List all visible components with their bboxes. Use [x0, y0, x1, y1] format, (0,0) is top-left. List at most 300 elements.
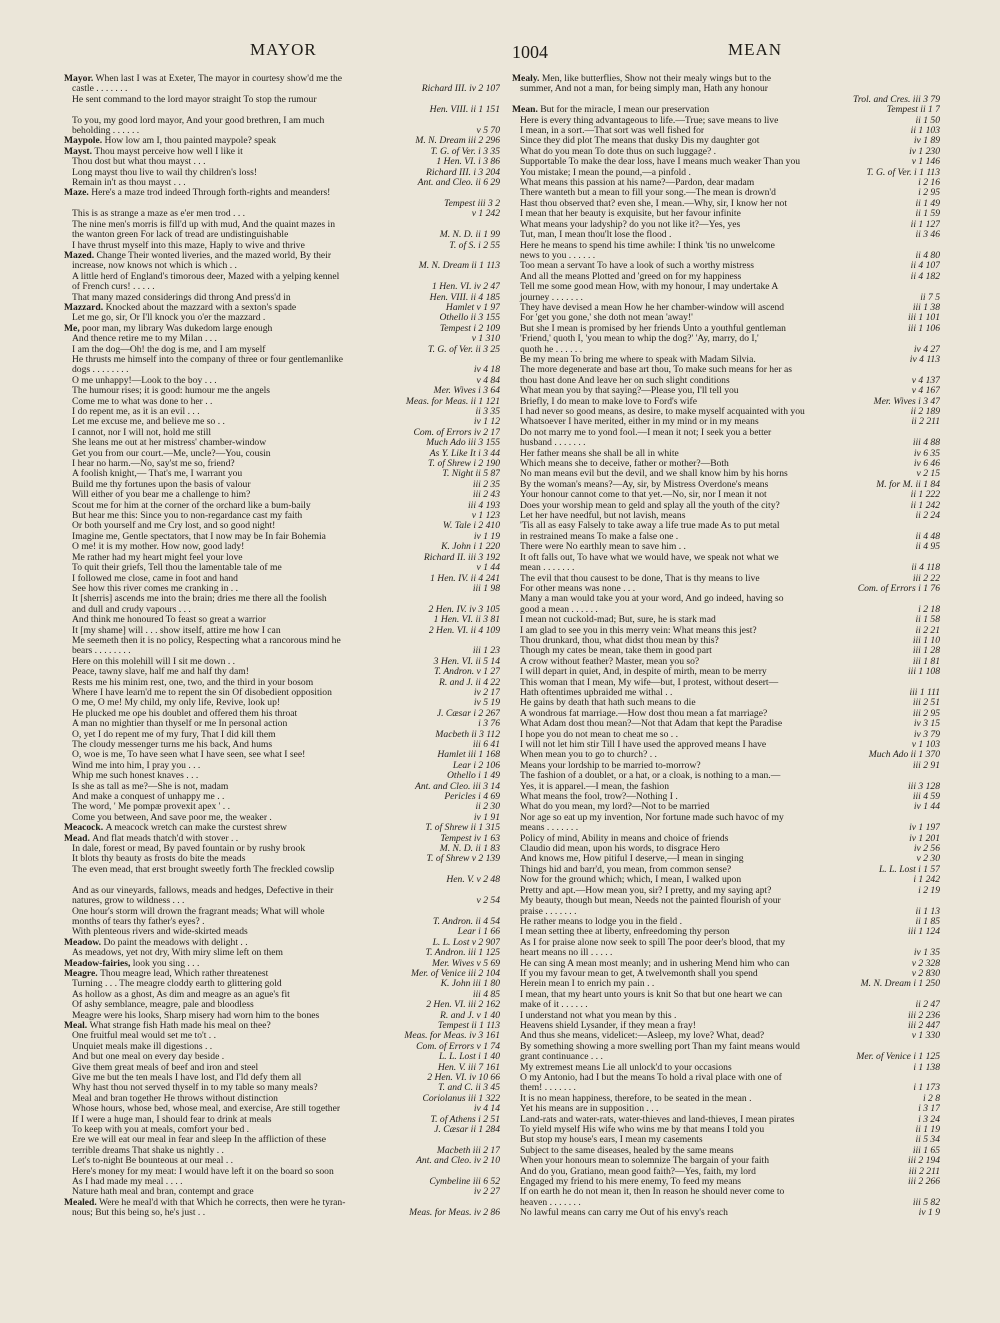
- quotation-text: Subject to the same diseases, healed by the same means: [520, 1145, 734, 1156]
- play-reference: iv 1 230: [903, 147, 940, 157]
- play-reference: iii 2 51: [907, 698, 940, 708]
- play-reference: T. G. of Ver. ii 3 25: [422, 345, 500, 355]
- play-reference: 2 Hen. VI. iv 10 66: [421, 1073, 500, 1083]
- quotation-text: But stop my house's ears, I mean my casements: [520, 1135, 703, 1146]
- play-reference: v 1 103: [906, 740, 940, 750]
- quotation-text: It [my shame] will . . . show itself, attire me how I can: [72, 625, 281, 636]
- quotation-text: in restrained means To make a false one .: [520, 531, 679, 542]
- play-reference: Lear i 2 106: [447, 761, 500, 771]
- play-reference: Lear i 1 66: [452, 927, 500, 937]
- quotation-line: [512, 938, 940, 948]
- quotation-text: Policy of mind, Ability in means and choice of friends: [520, 833, 729, 844]
- quotation-line: [512, 1083, 940, 1093]
- quotation-line: [64, 1031, 500, 1041]
- play-reference: v 4 84: [471, 376, 500, 386]
- play-reference: Coriolanus iii 1 322: [416, 1094, 500, 1104]
- quotation-text: months of tears thy father's eyes? .: [72, 916, 205, 927]
- quotation-text: natures, grow to wildness . . .: [72, 896, 185, 907]
- play-reference: iii 2 211: [903, 1167, 940, 1177]
- quotation-line: [512, 428, 940, 438]
- quotation-text: look you sing . . .: [132, 958, 200, 969]
- play-reference: v 1 146: [906, 157, 940, 167]
- play-reference: Othello ii 3 155: [434, 313, 501, 323]
- quotation-line: [64, 501, 500, 511]
- play-reference: iv 2 17: [468, 688, 500, 698]
- quotation-line: [64, 594, 500, 604]
- play-reference: i 1 138: [907, 1063, 940, 1073]
- quotation-line: [512, 480, 940, 490]
- play-reference: Macbeth ii 3 112: [429, 730, 500, 740]
- quotation-line: [512, 1094, 940, 1104]
- concordance-entry: [64, 74, 500, 136]
- quotation-line: [64, 605, 500, 615]
- quotation-text: increase, now knows not which is which . .: [72, 261, 237, 272]
- quotation-line: [64, 438, 500, 448]
- quotation-text: castle . . . . . . .: [72, 84, 128, 95]
- quotation-line: [512, 563, 940, 573]
- quotation-text: What means this passion at his name?—Pardon, dear madam: [520, 178, 755, 189]
- quotation-text: nous; But this being so, he's just . .: [72, 1208, 206, 1219]
- headword: Meagre.: [64, 968, 98, 979]
- quotation-line: [512, 574, 940, 584]
- quotation-line: [64, 563, 500, 573]
- quotation-text: Thou drunkard, thou, what didst thou mean by this?: [520, 635, 719, 646]
- play-reference: Tempest ii 1 7: [881, 105, 940, 115]
- play-reference: Tempest iv 1 63: [434, 834, 500, 844]
- quotation-line: [512, 979, 940, 989]
- quotation-line: [512, 1135, 940, 1145]
- play-reference: Mer. of Venice iii 2 104: [405, 969, 500, 979]
- quotation-text: I mean not cuckold-mad; But, sure, he is stark mad: [520, 615, 716, 626]
- quotation-text: To keep with you at meals, comfort your bed .: [72, 1125, 250, 1136]
- quotation-line: [512, 1000, 940, 1010]
- quotation-text: It oft falls out, To have what we would have, we speak not what we: [520, 552, 779, 563]
- headword: Meal.: [64, 1020, 88, 1031]
- play-reference: iii 2 95: [907, 709, 940, 719]
- quotation-text: And all the means Plotted and 'greed on for my happiness: [520, 271, 742, 282]
- quotation-line: [512, 1177, 940, 1187]
- play-reference: T. of Athens i 2 51: [425, 1115, 500, 1125]
- header-left-headword: MAYOR: [250, 40, 317, 59]
- quotation-line: [64, 105, 500, 115]
- quotation-line: [512, 188, 940, 198]
- play-reference: M. N. D. ii 1 99: [434, 230, 500, 240]
- quotation-line: [64, 417, 500, 427]
- concordance-entry: [64, 959, 500, 969]
- quotation-text: Here's money for my meat: I would have left it on the board so soon: [72, 1166, 334, 1177]
- quotation-line: [512, 272, 940, 282]
- play-reference: iii 1 28: [907, 646, 940, 656]
- quotation-line: [64, 969, 500, 979]
- quotation-line: [512, 376, 940, 386]
- play-reference: iii 2 43: [467, 490, 500, 500]
- quotation-line: [64, 1021, 500, 1031]
- play-reference: ii 4 95: [909, 542, 940, 552]
- quotation-text: Thou dost but what thou mayst . . .: [72, 157, 206, 168]
- play-reference: Trol. and Cres. iii 3 79: [847, 95, 940, 105]
- play-reference: iii 2 194: [902, 1156, 940, 1166]
- play-reference: i 2 8: [917, 1094, 940, 1104]
- quotation-line: [64, 542, 500, 552]
- quotation-text: Imagine me, Gentle spectators, that I now may be In fair Bohemia: [72, 531, 326, 542]
- quotation-text: How low am I, thou painted maypole? speak: [104, 136, 277, 147]
- play-reference: Ant. and Cleo. ii 6 29: [412, 178, 500, 188]
- quotation-line: [512, 355, 940, 365]
- quotation-line: [512, 261, 940, 271]
- quotation-text: Supportable To make the dear loss, have I means much weaker Than you: [520, 157, 801, 168]
- play-reference: iv 1 197: [903, 823, 940, 833]
- play-reference: iv 6 35: [908, 449, 940, 459]
- quotation-line: [64, 1135, 500, 1145]
- quotation-line: [512, 948, 940, 958]
- quotation-line: [64, 688, 500, 698]
- quotation-line: [512, 521, 940, 531]
- quotation-text: Let me excuse me, and believe me so . .: [72, 417, 225, 428]
- quotation-line: [64, 157, 500, 167]
- quotation-line: [64, 376, 500, 386]
- play-reference: ii 1 19: [909, 1125, 940, 1135]
- quotation-text: Is she as tall as me?—She is not, madam: [72, 781, 229, 792]
- quotation-text: It [sherris] ascends me into the brain; dries me there all the foolish: [72, 594, 327, 605]
- headword: Mayor.: [64, 74, 94, 84]
- quotation-text: quoth he . . . . . .: [520, 344, 583, 355]
- concordance-entry: [64, 324, 500, 824]
- quotation-text: If I were a huge man, I should fear to drink at meals: [72, 1114, 272, 1125]
- quotation-text: As hollow as a ghost, As dim and meagre as an ague's fit: [72, 989, 290, 1000]
- play-reference: 1 Hen. VI. i 3 86: [430, 157, 500, 167]
- quotation-line: [64, 740, 500, 750]
- play-reference: ii 4 48: [909, 532, 940, 542]
- quotation-text: make of it . . . . . .: [520, 1000, 588, 1011]
- play-reference: Cymbeline iii 6 52: [423, 1177, 500, 1187]
- quotation-text: mean . . . . . . .: [520, 563, 575, 574]
- quotation-text: heaven . . . . . . .: [520, 1197, 581, 1208]
- quotation-text: And make a conquest of unhappy me . .: [72, 792, 225, 803]
- quotation-line: [64, 209, 500, 219]
- quotation-line: [64, 303, 500, 313]
- quotation-line: [64, 730, 500, 740]
- quotation-text: Nor age so eat up my invention, Nor fortune made such havoc of my: [520, 812, 784, 823]
- play-reference: M. N. D. ii 1 83: [434, 844, 500, 854]
- quotation-text: He thrusts me himself into the company of three or four gentlemanlike: [72, 354, 343, 365]
- quotation-text: To quit their griefs, Tell thou the lamentable tale of me: [72, 563, 282, 574]
- quotation-line: [512, 615, 940, 625]
- quotation-text: beholding . . . . . .: [72, 126, 140, 137]
- quotation-text: This woman that I mean, My wife—but, I protest, without desert—: [520, 677, 779, 688]
- quotation-line: [64, 345, 500, 355]
- quotation-line: [64, 188, 500, 198]
- concordance-entry: [64, 1198, 500, 1219]
- quotation-text: One hour's storm will drown the fragrant meads; What will whole: [72, 906, 325, 917]
- quotation-text: By something showing a more swelling port Than my faint means would: [520, 1041, 800, 1052]
- quotation-text: I will depart in quiet, And, in despite of mirth, mean to be merry: [520, 667, 767, 678]
- quotation-line: [512, 1031, 940, 1041]
- quotation-line: [512, 324, 940, 334]
- quotation-text: This is as strange a maze as e'er men trod . . .: [72, 209, 246, 220]
- play-reference: i 3 24: [912, 1115, 940, 1125]
- concordance-entry: [64, 834, 500, 938]
- quotation-line: [64, 1125, 500, 1135]
- quotation-text: Whip me such honest knaves . . .: [72, 771, 199, 782]
- quotation-line: [64, 990, 500, 1000]
- quotation-line: [64, 355, 500, 365]
- play-reference: ii 1 49: [909, 199, 940, 209]
- quotation-line: [512, 688, 940, 698]
- quotation-text: He rather means to lodge you in the field .: [520, 916, 682, 927]
- quotation-text: My beauty, though but mean, Needs not the painted flourish of your: [520, 896, 781, 907]
- quotation-line: [64, 761, 500, 771]
- play-reference: iii 1 38: [907, 303, 940, 313]
- quotation-text: Rests me his minim rest, one, two, and the third in your bosom: [72, 677, 314, 688]
- quotation-text: Ere we will eat our meal in fear and sleep In the affliction of these: [72, 1135, 326, 1146]
- headword: Mazed.: [64, 250, 95, 261]
- quotation-line: [512, 241, 940, 251]
- quotation-line: [64, 698, 500, 708]
- quotation-line: [64, 1115, 500, 1125]
- quotation-text: Let's to-night Be bounteous at our meal . .: [72, 1156, 234, 1167]
- quotation-line: [512, 407, 940, 417]
- quotation-line: [512, 1115, 940, 1125]
- quotation-text: Thou meagre lead, Which rather threatenest: [100, 968, 269, 979]
- header-right-headword: MEAN: [728, 40, 783, 59]
- play-reference: T. Night ii 5 87: [436, 469, 500, 479]
- quotation-line: [512, 1042, 940, 1052]
- quotation-text: As I for praise alone now seek to spill The poor deer's blood, that my: [520, 937, 786, 948]
- quotation-line: [64, 1083, 500, 1093]
- quotation-line: [64, 678, 500, 688]
- quotation-line: [64, 938, 500, 948]
- quotation-text: Will either of you bear me a challenge to him?: [72, 490, 251, 501]
- quotation-text: Though my cates be mean, take them in good part: [520, 646, 712, 657]
- quotation-line: [512, 730, 940, 740]
- quotation-text: The cloudy messenger turns me his back, And hums: [72, 740, 273, 750]
- quotation-line: [512, 750, 940, 760]
- quotation-text: I have thrust myself into this maze, Haply to wive and thrive: [72, 240, 305, 251]
- quotation-line: [64, 282, 500, 292]
- play-reference: Pericles i 4 69: [438, 792, 500, 802]
- quotation-text: them! . . . . . . .: [520, 1083, 576, 1094]
- play-reference: iv 1 201: [903, 834, 940, 844]
- play-reference: As Y. Like It i 3 44: [424, 449, 500, 459]
- play-reference: ii 1 127: [905, 220, 940, 230]
- quotation-line: [512, 116, 940, 126]
- quotation-line: [64, 334, 500, 344]
- quotation-line: [64, 136, 500, 146]
- page-number: 1004: [512, 42, 548, 62]
- quotation-text: Here he means to spend his time awhile: I think 'tis no unwelcome: [520, 240, 775, 251]
- play-reference: iii 2 35: [467, 480, 500, 490]
- play-reference: iv 1 44: [908, 802, 940, 812]
- quotation-line: [512, 657, 940, 667]
- play-reference: J. Cæsar ii 1 284: [428, 1125, 500, 1135]
- quotation-line: [512, 1146, 940, 1156]
- quotation-line: [64, 782, 500, 792]
- play-reference: iii 1 23: [467, 646, 500, 656]
- quotation-line: [512, 95, 940, 105]
- quotation-text: A little herd of England's timorous deer, Mazed with a yelping kennel: [72, 271, 340, 282]
- quotation-line: [64, 1000, 500, 1010]
- quotation-line: [512, 719, 940, 729]
- quotation-text: A man no mightier than thyself or me In personal action: [72, 719, 288, 730]
- quotation-text: Here is every thing advantageous to life.—True; save means to live: [520, 115, 779, 126]
- play-reference: v 2 15: [911, 469, 940, 479]
- quotation-line: [64, 449, 500, 459]
- quotation-text: And think me honoured To feast so great a warrior: [72, 615, 266, 626]
- play-reference: iv 4 18: [468, 365, 500, 375]
- quotation-line: [64, 917, 500, 927]
- quotation-line: [64, 886, 500, 896]
- quotation-line: [512, 220, 940, 230]
- quotation-line: [512, 282, 940, 292]
- quotation-text: Do paint the meadows with delight . .: [103, 937, 248, 948]
- play-reference: v 4 137: [906, 376, 940, 386]
- quotation-text: Does your worship mean to geld and splay all the youth of the city?: [520, 500, 780, 511]
- quotation-text: Whatsoever I have merited, either in my mind or in my means: [520, 417, 759, 428]
- quotation-line: [512, 542, 940, 552]
- play-reference: ii 2 21: [909, 626, 940, 636]
- play-reference: M. for M. ii 1 84: [870, 480, 940, 490]
- quotation-line: [64, 823, 500, 833]
- quotation-line: [512, 1167, 940, 1177]
- play-reference: Tempest ii 1 113: [432, 1021, 500, 1031]
- quotation-line: [512, 303, 940, 313]
- play-reference: v 2 830: [906, 969, 940, 979]
- quotation-line: [512, 896, 940, 906]
- quotation-text: journey . . . . . . .: [520, 292, 583, 303]
- quotation-text: See how this river comes me cranking in . .: [72, 583, 238, 594]
- quotation-text: Meal and bran together He throws without distinction: [72, 1093, 278, 1104]
- quotation-line: [512, 1104, 940, 1114]
- play-reference: i 2 95: [912, 188, 940, 198]
- play-reference: ii 4 182: [905, 272, 940, 282]
- quotation-text: He can sing A mean most meanly; and in ushering Mend him who can: [520, 958, 790, 969]
- quotation-text: praise . . . . . . .: [520, 906, 577, 917]
- quotation-text: heart means no ill . . . . .: [520, 948, 613, 959]
- play-reference: iv 5 19: [468, 698, 500, 708]
- quotation-text: Many a man would take you at your word, And go indeed, having so: [520, 594, 784, 605]
- quotation-line: [512, 397, 940, 407]
- quotation-text: I understand not what you mean by this .: [520, 1010, 677, 1021]
- quotation-text: Claudio did mean, upon his words, to disgrace Hero: [520, 844, 720, 855]
- play-reference: iii 2 266: [902, 1177, 940, 1187]
- play-reference: iii 1 124: [902, 927, 940, 937]
- quotation-text: What means your ladyship? do you not like it?—Yes, yes: [520, 219, 741, 230]
- play-reference: i 2 19: [912, 886, 940, 896]
- play-reference: M. N. Dream i 1 250: [855, 979, 940, 989]
- quotation-line: [64, 397, 500, 407]
- quotation-text: He plucked me ope his doublet and offered them his throat: [72, 708, 298, 719]
- quotation-text: Come you between, And save poor me, the weaker .: [72, 812, 272, 823]
- quotation-text: Hast thou observed that? even she, I mean.—Why, sir, I know her not: [520, 198, 788, 209]
- play-reference: ii 2 24: [909, 511, 940, 521]
- play-reference: iv 1 19: [468, 532, 500, 542]
- quotation-line: [64, 511, 500, 521]
- concordance-entry: [64, 823, 500, 833]
- play-reference: ii 1 13: [909, 907, 940, 917]
- quotation-line: [512, 709, 940, 719]
- play-reference: v 4 167: [906, 386, 940, 396]
- quotation-line: [512, 969, 940, 979]
- quotation-line: [512, 157, 940, 167]
- quotation-line: [64, 1198, 500, 1208]
- quotation-line: [512, 907, 940, 917]
- quotation-text: and dull and crudy vapours . . .: [72, 604, 191, 615]
- quotation-text: Whose hours, whose bed, whose meal, and exercise, Are still together: [72, 1104, 341, 1115]
- quotation-text: Hath oftentimes upbraided me withal . .: [520, 687, 673, 698]
- play-reference: Hen. V. iii 7 161: [432, 1063, 500, 1073]
- quotation-line: [64, 168, 500, 178]
- quotation-text: I had never so good means, as desire, to make myself acquainted with you: [520, 407, 805, 417]
- play-reference: T. of S. i 2 55: [443, 241, 500, 251]
- quotation-text: I am the dog—Oh! the dog is me, and I am myself: [72, 344, 266, 355]
- quotation-text: I cannot, nor I will not, hold me still: [72, 427, 212, 438]
- concordance-entry: [64, 938, 500, 959]
- quotation-text: With plenteous rivers and wide-skirted meads: [72, 927, 248, 938]
- play-reference: ii 5 34: [909, 1135, 940, 1145]
- quotation-line: [64, 1042, 500, 1052]
- headword: Mazzard.: [64, 302, 104, 313]
- play-reference: iii 1 101: [902, 313, 940, 323]
- quotation-line: [512, 74, 940, 84]
- quotation-text: To yield myself His wife who wins me by that means I told you: [520, 1125, 765, 1136]
- quotation-line: [64, 178, 500, 188]
- quotation-line: [64, 834, 500, 844]
- play-reference: T. Andron. v 1 27: [428, 667, 500, 677]
- quotation-line: [512, 1156, 940, 1166]
- quotation-text: She leans me out at her mistress' chamber-window: [72, 438, 267, 449]
- quotation-line: [512, 584, 940, 594]
- play-reference: ii 1 58: [909, 615, 940, 625]
- quotation-text: Me seemeth then it is no policy, Respecting what a rancorous mind he: [72, 635, 341, 646]
- quotation-text: And thus she means, videlicet:—Asleep, my love? What, dead?: [520, 1031, 765, 1042]
- quotation-line: [64, 480, 500, 490]
- quotation-line: [512, 199, 940, 209]
- play-reference: 2 Hen. VI. iii 2 162: [420, 1000, 500, 1010]
- quotation-text: Nature hath meal and bran, contempt and grace: [72, 1187, 254, 1198]
- quotation-line: [512, 1073, 940, 1083]
- quotation-text: Scout me for him at the corner of the orchard like a bum-baily: [72, 500, 311, 511]
- quotation-text: Tell me some good mean How, with my honour, I may undertake A: [520, 282, 779, 293]
- play-reference: ii 1 85: [909, 917, 940, 927]
- quotation-text: terrible dreams That shake us nightly . .: [72, 1145, 224, 1156]
- play-reference: 2 Hen. IV. iv 3 105: [423, 605, 501, 615]
- play-reference: Com. of Errors i 1 76: [852, 584, 940, 594]
- quotation-line: [512, 646, 940, 656]
- play-reference: 3 Hen. VI. ii 5 14: [428, 657, 500, 667]
- play-reference: Much Ado ii 1 370: [863, 750, 940, 760]
- quotation-line: [512, 594, 940, 604]
- play-reference: iv 1 9: [913, 1208, 940, 1218]
- quotation-text: Or both yourself and me Cry lost, and so good night!: [72, 521, 276, 532]
- quotation-text: Give them great meals of beef and iron and steel: [72, 1062, 259, 1073]
- quotation-text: Briefly, I do mean to make love to Ford's wife: [520, 396, 697, 407]
- play-reference: Hamlet iii 1 168: [431, 750, 500, 760]
- play-reference: Hen. VIII. ii 1 151: [424, 105, 500, 115]
- quotation-line: [512, 1063, 940, 1073]
- play-reference: ii 4 80: [909, 251, 940, 261]
- quotation-line: [64, 459, 500, 469]
- quotation-text: But she I mean is promised by her friends Unto a youthful gentleman: [520, 323, 786, 334]
- quotation-text: Yes, it is apparel.—I mean, the fashion: [520, 781, 670, 792]
- quotation-line: [512, 178, 940, 188]
- play-reference: i 2 16: [912, 178, 940, 188]
- quotation-text: Change Their wonted liveries, and the mazed world, By their: [96, 250, 332, 261]
- quotation-line: [64, 386, 500, 396]
- play-reference: Meas. for Meas. iv 3 161: [398, 1031, 500, 1041]
- quotation-line: [512, 136, 940, 146]
- play-reference: Ant. and Cleo. iii 3 14: [409, 782, 500, 792]
- play-reference: iii 4 85: [467, 990, 500, 1000]
